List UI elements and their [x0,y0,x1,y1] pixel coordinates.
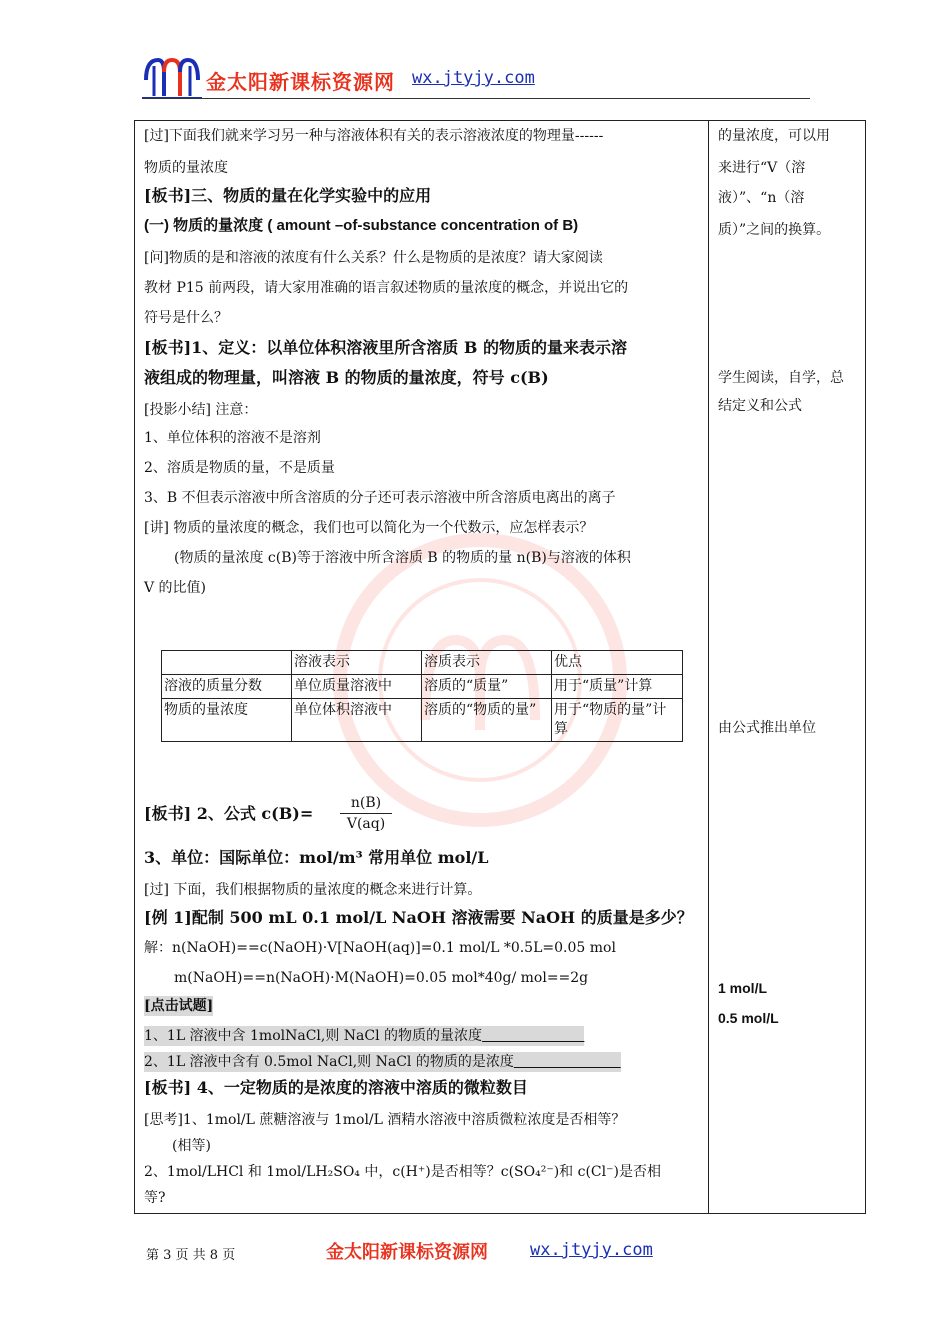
side-note: 液）”、“n（溶 [718,190,805,206]
unit-line: 3、单位：国际单位：mol/m³ 常用单位 mol/L [144,848,489,867]
text-line: [过] 下面，我们根据物质的量浓度的概念来进行计算。 [144,882,482,898]
think-question: [思考]1、1mol/L 蔗糖溶液与 1mol/L 酒精水溶液中溶质微粒浓度是否相等？ [144,1112,626,1128]
answer-blank [514,1054,621,1070]
think-question: 等? [144,1190,166,1206]
side-note: 由公式推出单位 [718,720,816,736]
table-row [162,651,683,675]
example-1: [例 1]配制 500 mL 0.1 mol/L NaOH 溶液需要 NaOH 的质量是多少？ [144,908,693,927]
table-cell: 溶液表示 [292,651,422,675]
note-item: 3、B 不但表示溶液中所含溶质的分子还可表示溶液中所含溶质电离出的离子 [144,490,616,506]
text-line: 教材 P15 前两段，请大家用准确的语言叙述物质的量浓度的概念，并说出它的 [144,280,629,296]
definition-line: [板书]1、定义：以单位体积溶液里所含溶质 B 的物质的量来表示溶 [144,338,627,357]
answer-note: (相等) [172,1138,211,1154]
heading-section-3: [板书]三、物质的量在化学实验中的应用 [144,186,432,205]
table-cell: 优点 [552,651,683,675]
side-note: 的量浓度，可以用 [718,128,830,144]
table-row [162,675,683,699]
solution-line: m(NaOH)==n(NaOH)·M(NaOH)=0.05 mol*40g/ mol==2g [174,970,589,986]
column-divider [708,120,709,1214]
table-cell [162,651,292,675]
text-line: [问]物质的是和溶液的浓度有什么关系？什么是物质的是浓度？请大家阅读 [144,250,603,266]
table-cell: 溶质的“物质的量” [422,699,552,742]
answer-blank [482,1028,584,1044]
table-cell: 用于“质量”计算 [552,675,683,699]
side-note: 结定义和公式 [718,398,802,414]
exercise-1 [144,1026,584,1046]
projection-summary: [投影小结] 注意： [144,402,258,418]
exercise-label: [点击试题] [144,998,214,1014]
exercise-2 [144,1052,621,1072]
heading-particle-count: [板书] 4、一定物质的是浓度的溶液中溶质的微粒数目 [144,1078,528,1097]
text-line: 物质的量浓度 [144,160,228,176]
table-row [162,699,683,742]
note-item: 2、溶质是物质的量，不是质量 [144,460,335,476]
exercise-1-text: 1、1L 溶液中含 1molNaCl,则 NaCl 的物质的量浓度 [144,1028,483,1044]
fraction-bar [340,813,392,814]
brand-logo-icon [142,52,202,102]
formula-label: [板书] 2、公式 c(B)= [144,804,314,823]
heading-concentration: (一) 物质的量浓度 ( amount –of-substance concentration of B) [144,217,579,234]
side-note: 学生阅读，自学，总 [718,370,844,386]
brand-url-link[interactable]: wx.jtyjy.com [412,68,535,88]
page-number: 第 3 页 共 8 页 [146,1248,236,1263]
exercise-2-text: 2、1L 溶液中含有 0.5mol NaCl,则 NaCl 的物质的是浓度 [144,1054,514,1070]
table-cell: 用于“物质的量”计算 [552,699,683,742]
answer-2: 0.5 mol/L [718,1010,779,1026]
page-header [142,52,810,102]
text-line: [过]下面我们就来学习另一种与溶液体积有关的表示溶液浓度的物理量------ [144,128,604,144]
formula-numerator: n(B) [350,795,382,811]
table-cell: 单位体积溶液中 [292,699,422,742]
side-note: 来进行“V（溶 [718,160,806,176]
table-cell: 物质的量浓度 [162,699,292,742]
text-line: (物质的量浓度 c(B)等于溶液中所含溶质 B 的物质的量 n(B)与溶液的体积 [174,550,631,566]
definition-line: 液组成的物理量，叫溶液 B 的物质的量浓度，符号 c(B) [144,368,549,387]
table-cell: 单位质量溶液中 [292,675,422,699]
text-line: [讲] 物质的量浓度的概念，我们也可以简化为一个代数示，应怎样表示？ [144,520,594,536]
footer-brand: 金太阳新课标资源网 [326,1242,488,1263]
table-cell: 溶质表示 [422,651,552,675]
table-cell: 溶液的质量分数 [162,675,292,699]
answer-1: 1 mol/L [718,980,768,996]
side-note: 质）”之间的换算。 [718,222,831,238]
solution-line: 解：n(NaOH)==c(NaOH)·V[NaOH(aq)]=0.1 mol/L *0.5L=0.05 mol [144,940,616,956]
think-question: 2、1mol/LHCl 和 1mol/LH₂SO₄ 中，c(H⁺)是否相等？c(SO₄²⁻)和 c(Cl⁻)是否相 [144,1164,661,1180]
note-item: 1、单位体积的溶液不是溶剂 [144,430,321,446]
text-line: V 的比值) [144,580,207,596]
table-cell: 溶质的“质量” [422,675,552,699]
header-rule [142,98,810,99]
text-line: 符号是什么？ [144,310,228,326]
formula-denominator: V(aq) [346,816,386,832]
formula-fraction [340,794,392,833]
brand-name: 金太阳新课标资源网 [206,70,395,94]
comparison-table [161,650,683,742]
footer-url-link[interactable]: wx.jtyjy.com [530,1240,653,1260]
